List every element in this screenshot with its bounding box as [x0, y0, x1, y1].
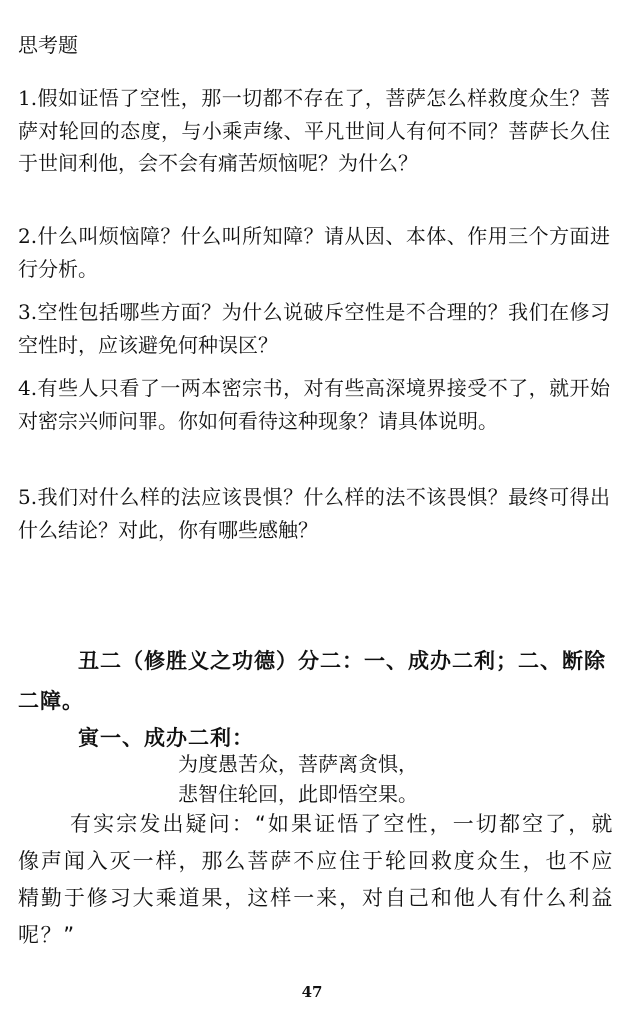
question-text: 有些人只看了一两本密宗书，对有些高深境界接受不了，就开始对密宗兴师问罪。你如何看待这种现象？请具体说明。: [18, 376, 610, 433]
outline-heading-level-2: 寅一、成办二利：: [78, 726, 254, 750]
page-heading: 思考题: [18, 33, 78, 57]
page-number: 47: [301, 983, 323, 1001]
question-item: [18, 372, 610, 437]
question-item: [18, 82, 610, 180]
question-number: 5.: [18, 485, 38, 509]
question-item: [18, 296, 610, 361]
question-number: 2.: [18, 224, 38, 248]
question-text: 空性包括哪些方面？为什么说破斥空性是不合理的？我们在修习空性时，应该避免何种误区？: [18, 300, 610, 357]
question-item: [18, 220, 610, 285]
question-text: 假如证悟了空性，那一切都不存在了，菩萨怎么样救度众生？菩萨对轮回的态度，与小乘声缘、平凡世间人有何不同？菩萨长久住于世间利他，会不会有痛苦烦恼呢？为什么？: [18, 86, 610, 175]
commentary-paragraph: 有实宗发出疑问：“如果证悟了空性，一切都空了，就像声闻入灭一样，那么菩萨不应住于轮回救度众生，也不应精勤于修习大乘道果，这样一来，对自己和他人有什么利益呢？”: [18, 812, 614, 947]
verse-line: 悲智住轮回，此即悟空果。: [178, 782, 418, 806]
outline-heading-level-1: 丑二（修胜义之功德）分二：一、成办二利；二、断除二障。: [18, 649, 606, 713]
question-number: 3.: [18, 300, 38, 324]
question-text: 什么叫烦恼障？什么叫所知障？请从因、本体、作用三个方面进行分析。: [18, 224, 610, 281]
question-number: 4.: [18, 376, 38, 400]
verse-line: 为度愚苦众，菩萨离贪惧，: [178, 752, 418, 776]
question-item: [18, 481, 610, 546]
question-text: 我们对什么样的法应该畏惧？什么样的法不该畏惧？最终可得出什么结论？对此，你有哪些感触？: [18, 485, 610, 542]
question-number: 1.: [18, 86, 38, 110]
